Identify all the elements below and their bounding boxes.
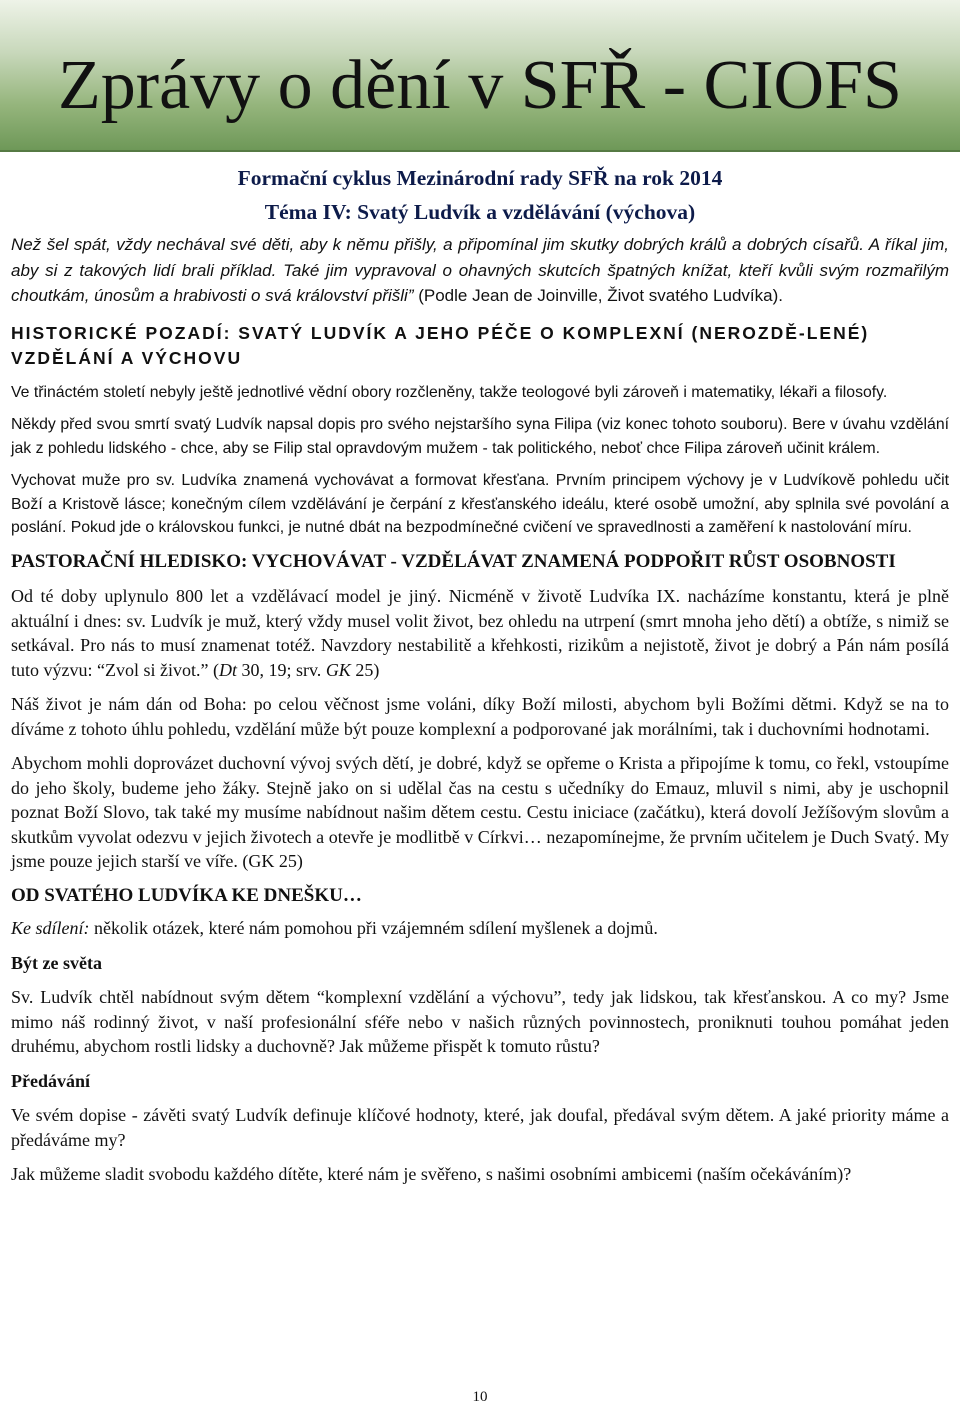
intro-quote — [11, 232, 949, 309]
section-pastoral-paragraph: Abychom mohli doprovázet duchovní vývoj svých dětí, je dobré, když se opřeme o Krista a připojíme k tomu, co řekl, vstoupíme do jeho školy, budeme jeho žáky. Stejně jako on si udělal čas na cestu s učedníky do Emauz, mluvil s nimi, aby je uschopnil poznat Boží Slovo, tak také my musíme nabídnout našim dětem cestu. Cestu iniciace (začátku), která dovolí Ježíšovým slovům a skutkům vyvolat odezvu v jejich životech a otevře je modlitbě v Církvi… nezapomínejme, že prvním učitelem je Duch Svatý. My jsme pouze jejich starší ve víře. (GK 25) — [11, 753, 949, 871]
reference-abbr: GK — [325, 659, 351, 680]
section-pastoral-paragraph — [11, 584, 949, 682]
sharing-intro — [11, 916, 949, 941]
question-paragraph: Ve svém dopise - závěti svatý Ludvík definuje klíčové hodnoty, které, jak doufal, předával svým dětem. A jaké priority máme a předáváme my? — [11, 1105, 949, 1150]
cycle-heading: Formační cyklus Mezinárodní rady SFŘ na rok 2014 — [237, 166, 723, 190]
text-run: 25) — [350, 659, 380, 680]
section-pastoral-paragraph: Náš život je nám dán od Boha: po celou věčnost jsme voláni, díky Boží milosti, abychom byli Božími dětmi. Když se na to díváme z tohoto úhlu pohledu, vzdělání může být pouze komplexní a podporované jak morálními, tak i duchovními hodnotami. — [11, 694, 949, 739]
quote-text: Než šel spát, vždy nechával své děti, aby k němu přišly, a připomínal jim skutky dobrých králů a dobrých císařů. A říkal jim, aby si z takových lidí brali příklad. Také jim vypravoval o ohavných skutcích špatných knížat, kteří kvůli svým rozmařilým choutkám, únosům a hrabivosti o svá království přišli” — [11, 235, 949, 305]
section-historical-heading: HISTORICKÉ POZADÍ: SVATÝ LUDVÍK A JEHO PÉČE O KOMPLEXNÍ (NEROZDĚ-LENÉ) VZDĚLÁNÍ A VÝCHOVU — [11, 322, 870, 368]
section-historical-paragraph: Někdy před svou smrtí svatý Ludvík napsal dopis pro svého nejstaršího syna Filipa (viz konec tohoto souboru). Bere v úvahu vzdělání jak z pohledu lidského - chce, aby se Filip stal opravdovým mužem - tak politického, neboť chce Filipa zároveň učinit králem. — [11, 416, 949, 457]
text-run: 30, 19; srv. — [236, 659, 326, 680]
page-number: 10 — [472, 1389, 488, 1405]
reference-abbr: Dt — [218, 659, 237, 680]
section-historical-paragraph: Ve třináctém století nebyly ještě jednotlivé vědní obory rozčleněny, takže teologové byli zároveň i matematiky, lékaři a filosofy. — [11, 383, 888, 401]
question-paragraph: Sv. Ludvík chtěl nabídnout svým dětem “komplexní vzdělání a výchovu”, tedy jak lidskou, tak křesťanskou. A co my? Jsme mimo náš rodinný život, v naší profesionální sféře nebo v našich různých povinnostech, proniknuti touhou pomáhat jeden druhému, abychom rostli lidsky a duchovně? Jak můžeme přispět k tomuto růstu? — [11, 987, 949, 1056]
article-body — [11, 158, 949, 1187]
sharing-label: Ke sdílení: — [11, 918, 90, 938]
subheading-be-of-world: Být ze světa — [11, 952, 102, 973]
question-paragraph: Jak můžeme sladit svobodu každého dítěte, které nám je svěřeno, s našimi osobními ambicemi (naším očekáváním)? — [11, 1164, 852, 1184]
text-run: Od té doby uplynulo 800 let a vzdělávací model je jiný. Nicméně v životě Ludvíka IX. nacházíme konstantu, která je plně aktuální i dnes: sv. Ludvík je muž, který vždy musel volit život, bez ohledu na utrpení (smrt mnoha jeho dětí) a obtíže, s nimiž se setkával. Pro nás to musí znamenat totéž. Navzdory nestabilitě a křehkosti, rizikům a nejistotě, život je dobrý a Pán nám posílá tuto výzvu: “Zvol si život.” ( — [11, 586, 949, 680]
section-pastoral-heading: PASTORAČNÍ HLEDISKO: VYCHOVÁVAT - VZDĚLÁVAT ZNAMENÁ PODPOŘIT RŮST OSOBNOSTI — [11, 550, 896, 572]
sharing-text: několik otázek, které nám pomohou při vzájemném sdílení myšlenek a dojmů. — [89, 918, 658, 938]
section-historical-paragraph: Vychovat muže pro sv. Ludvíka znamená vychovávat a formovat křesťana. Prvním principem výchovy je v Ludvíkově pohledu učit Boží a Kristově lásce; konečným cílem vzdělávání je čerpání z křesťanského ideálu, které osobě umožní, aby splnila své povolání a poslání. Pokud jde o královskou funkci, je nutné dbát na bezpodmínečné cvičení ve spravedlnosti a zaměření k nastolování míru. — [11, 472, 949, 536]
header-banner — [0, 0, 960, 152]
theme-heading: Téma IV: Svatý Ludvík a vzdělávání (výchova) — [264, 200, 696, 224]
newsletter-title: Zprávy o dění v SFŘ - CIOFS — [58, 47, 902, 124]
section-today-heading: OD SVATÉHO LUDVÍKA KE DNEŠKU… — [11, 884, 362, 906]
quote-source: (Podle Jean de Joinville, Život svatého Ludvíka). — [413, 286, 783, 305]
subheading-passing-on: Předávání — [11, 1070, 90, 1091]
